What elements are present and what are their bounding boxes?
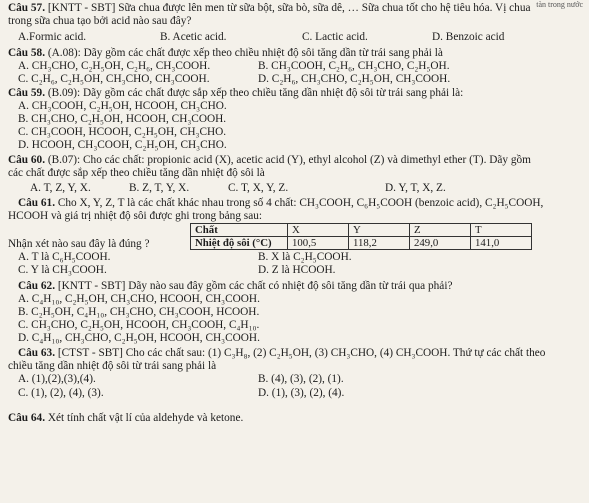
question-61: [8, 197, 583, 276]
question-58: [8, 47, 583, 86]
top-note: tàn trong nước: [536, 0, 583, 9]
option-d[interactable]: D. Y, T, X, Z.: [385, 182, 446, 195]
table-header-cell: Z: [410, 223, 471, 236]
table-header-cell: Chất: [191, 223, 288, 236]
option-d[interactable]: D. C₄H₁₀, CH₃CHO, C₂H₅OH, HCOOH, CH₃COOH.: [18, 332, 260, 345]
boiling-point-table: [190, 223, 532, 250]
option-a[interactable]: A. (1),(2),(3),(4).: [18, 373, 96, 386]
question-text: HCOOH và giá trị nhiệt độ sôi được ghi trong bảng sau:: [8, 210, 263, 223]
table-header-cell: Y: [349, 223, 410, 236]
option-d[interactable]: D. (1), (3), (2), (4).: [258, 386, 345, 399]
option-b[interactable]: B. X là C₂H₅COOH.: [258, 250, 352, 263]
option-a[interactable]: A.Formic acid.: [18, 31, 87, 44]
table-cell: 118,2: [349, 236, 410, 249]
table-row: [191, 236, 532, 249]
question-text: Nhận xét nào sau đây là đúng ?: [8, 237, 150, 250]
option-d[interactable]: D. HCOOH, CH₃COOH, C₂H₅OH, CH₃CHO.: [18, 138, 227, 151]
option-c[interactable]: C. C₂H₆, C₂H₅OH, CH₃CHO, CH₃COOH.: [18, 73, 210, 86]
option-c[interactable]: C. Lactic acid.: [302, 31, 368, 44]
question-number: Câu 60.: [8, 154, 46, 167]
option-d[interactable]: D. Z là HCOOH.: [258, 263, 336, 276]
table-header-cell: X: [288, 223, 349, 236]
table-cell: 100,5: [288, 236, 349, 249]
option-a[interactable]: A. C₄H₁₀, C₂H₅OH, CH₃CHO, HCOOH, CH₃COOH.: [18, 292, 260, 305]
question-59: [8, 87, 583, 152]
question-number: Câu 61.: [18, 197, 56, 210]
option-b[interactable]: B. CH₃COOH, C₂H₆, CH₃CHO, C₂H₅OH.: [258, 60, 450, 73]
option-c[interactable]: C. CH₃COOH, HCOOH, C₂H₅OH, CH₃CHO.: [18, 125, 227, 138]
table-cell: 249,0: [410, 236, 471, 249]
option-b[interactable]: B. CH₃CHO, C₂H₅OH, HCOOH, CH₃COOH.: [18, 112, 227, 125]
table-cell: 141,0: [471, 236, 532, 249]
option-a[interactable]: A. T, Z, Y, X.: [30, 182, 91, 195]
option-c[interactable]: C. (1), (2), (4), (3).: [18, 386, 104, 399]
option-d[interactable]: D. C₂H₆, CH₃CHO, C₂H₅OH, CH₃COOH.: [258, 73, 451, 86]
question-number: Câu 57.: [8, 2, 46, 14]
question-text: Xét tính chất vật lí của aldehyde và ketone.: [45, 411, 244, 424]
question-text: [CTST - SBT] Cho các chất sau: (1) C₃H₈, (2) C₂H₅OH, (3) CH₃CHO, (4) CH₃COOH. Thứ tự các chất theo: [55, 347, 546, 360]
question-text: Cho X, Y, Z, T là các chất khác nhau trong số 4 chất: CH₃COOH, C₆H₅COOH (benzoic acid), C₂H₅COOH,: [55, 197, 544, 210]
question-text: [KNTT - SBT] Sữa chua được lên men từ sữa bột, sữa bò, sữa dê, … Sữa chua tốt cho hệ tiêu hóa. Vị chua: [45, 2, 531, 14]
question-text: chiều tăng dần nhiệt độ sôi từ trái sang phải là: [8, 360, 217, 373]
question-number: Câu 64.: [8, 411, 46, 424]
question-text: (B.09): Dãy gồm các chất được sắp xếp theo chiều tăng dần nhiệt độ sôi từ trái sang phải là:: [45, 86, 464, 99]
question-text: [KNTT - SBT] Dãy nào sau đây gồm các chất có nhiệt độ sôi tăng dần từ trái qua phải?: [55, 279, 453, 292]
question-62: [8, 280, 583, 345]
option-b[interactable]: B. (4), (3), (2), (1).: [258, 373, 344, 386]
option-c[interactable]: C. T, X, Y, Z.: [228, 182, 289, 195]
question-64: [8, 412, 583, 425]
option-a[interactable]: A. CH₃COOH, C₂H₅OH, HCOOH, CH₃CHO.: [18, 99, 227, 112]
question-number: Câu 63.: [18, 347, 56, 360]
option-b[interactable]: B. Z, T, Y, X.: [129, 182, 190, 195]
question-text: (A.08): Dãy gồm các chất được xếp theo chiều nhiệt độ sôi tăng dần từ trái sang phải là: [45, 47, 443, 60]
table-header-cell: T: [471, 223, 532, 236]
option-c[interactable]: C. Y là CH₃COOH.: [18, 263, 107, 276]
question-63: [8, 347, 583, 399]
question-number: Câu 62.: [18, 279, 56, 292]
question-text: (B.07): Cho các chất: propionic acid (X), acetic acid (Y), ethyl alcohol (Z) và dimethyl ether (T). Dãy gồm: [45, 154, 531, 167]
option-b[interactable]: B. C₂H₅OH, C₄H₁₀, CH₃CHO, CH₃COOH, HCOOH.: [18, 305, 260, 318]
question-number: Câu 58.: [8, 47, 46, 60]
option-d[interactable]: D. Benzoic acid: [432, 31, 505, 44]
question-number: Câu 59.: [8, 86, 46, 99]
option-b[interactable]: B. Acetic acid.: [160, 31, 227, 44]
question-text: các chất được sắp xếp theo chiều tăng dần nhiệt độ sôi là: [8, 167, 265, 180]
question-57: [8, 2, 583, 44]
table-row-label: Nhiệt độ sôi (°C): [191, 236, 288, 249]
option-a[interactable]: A. T là C₆H₅COOH.: [18, 250, 111, 263]
table-header-row: [191, 223, 532, 236]
question-text: trong sữa chua tạo bởi acid nào sau đây?: [8, 15, 192, 28]
option-c[interactable]: C. CH₃CHO, C₂H₅OH, HCOOH, CH₃COOH, C₄H₁₀.: [18, 319, 260, 332]
question-60: [8, 154, 583, 195]
option-a[interactable]: A. CH₃CHO, C₂H₅OH, C₂H₆, CH₃COOH.: [18, 60, 211, 73]
